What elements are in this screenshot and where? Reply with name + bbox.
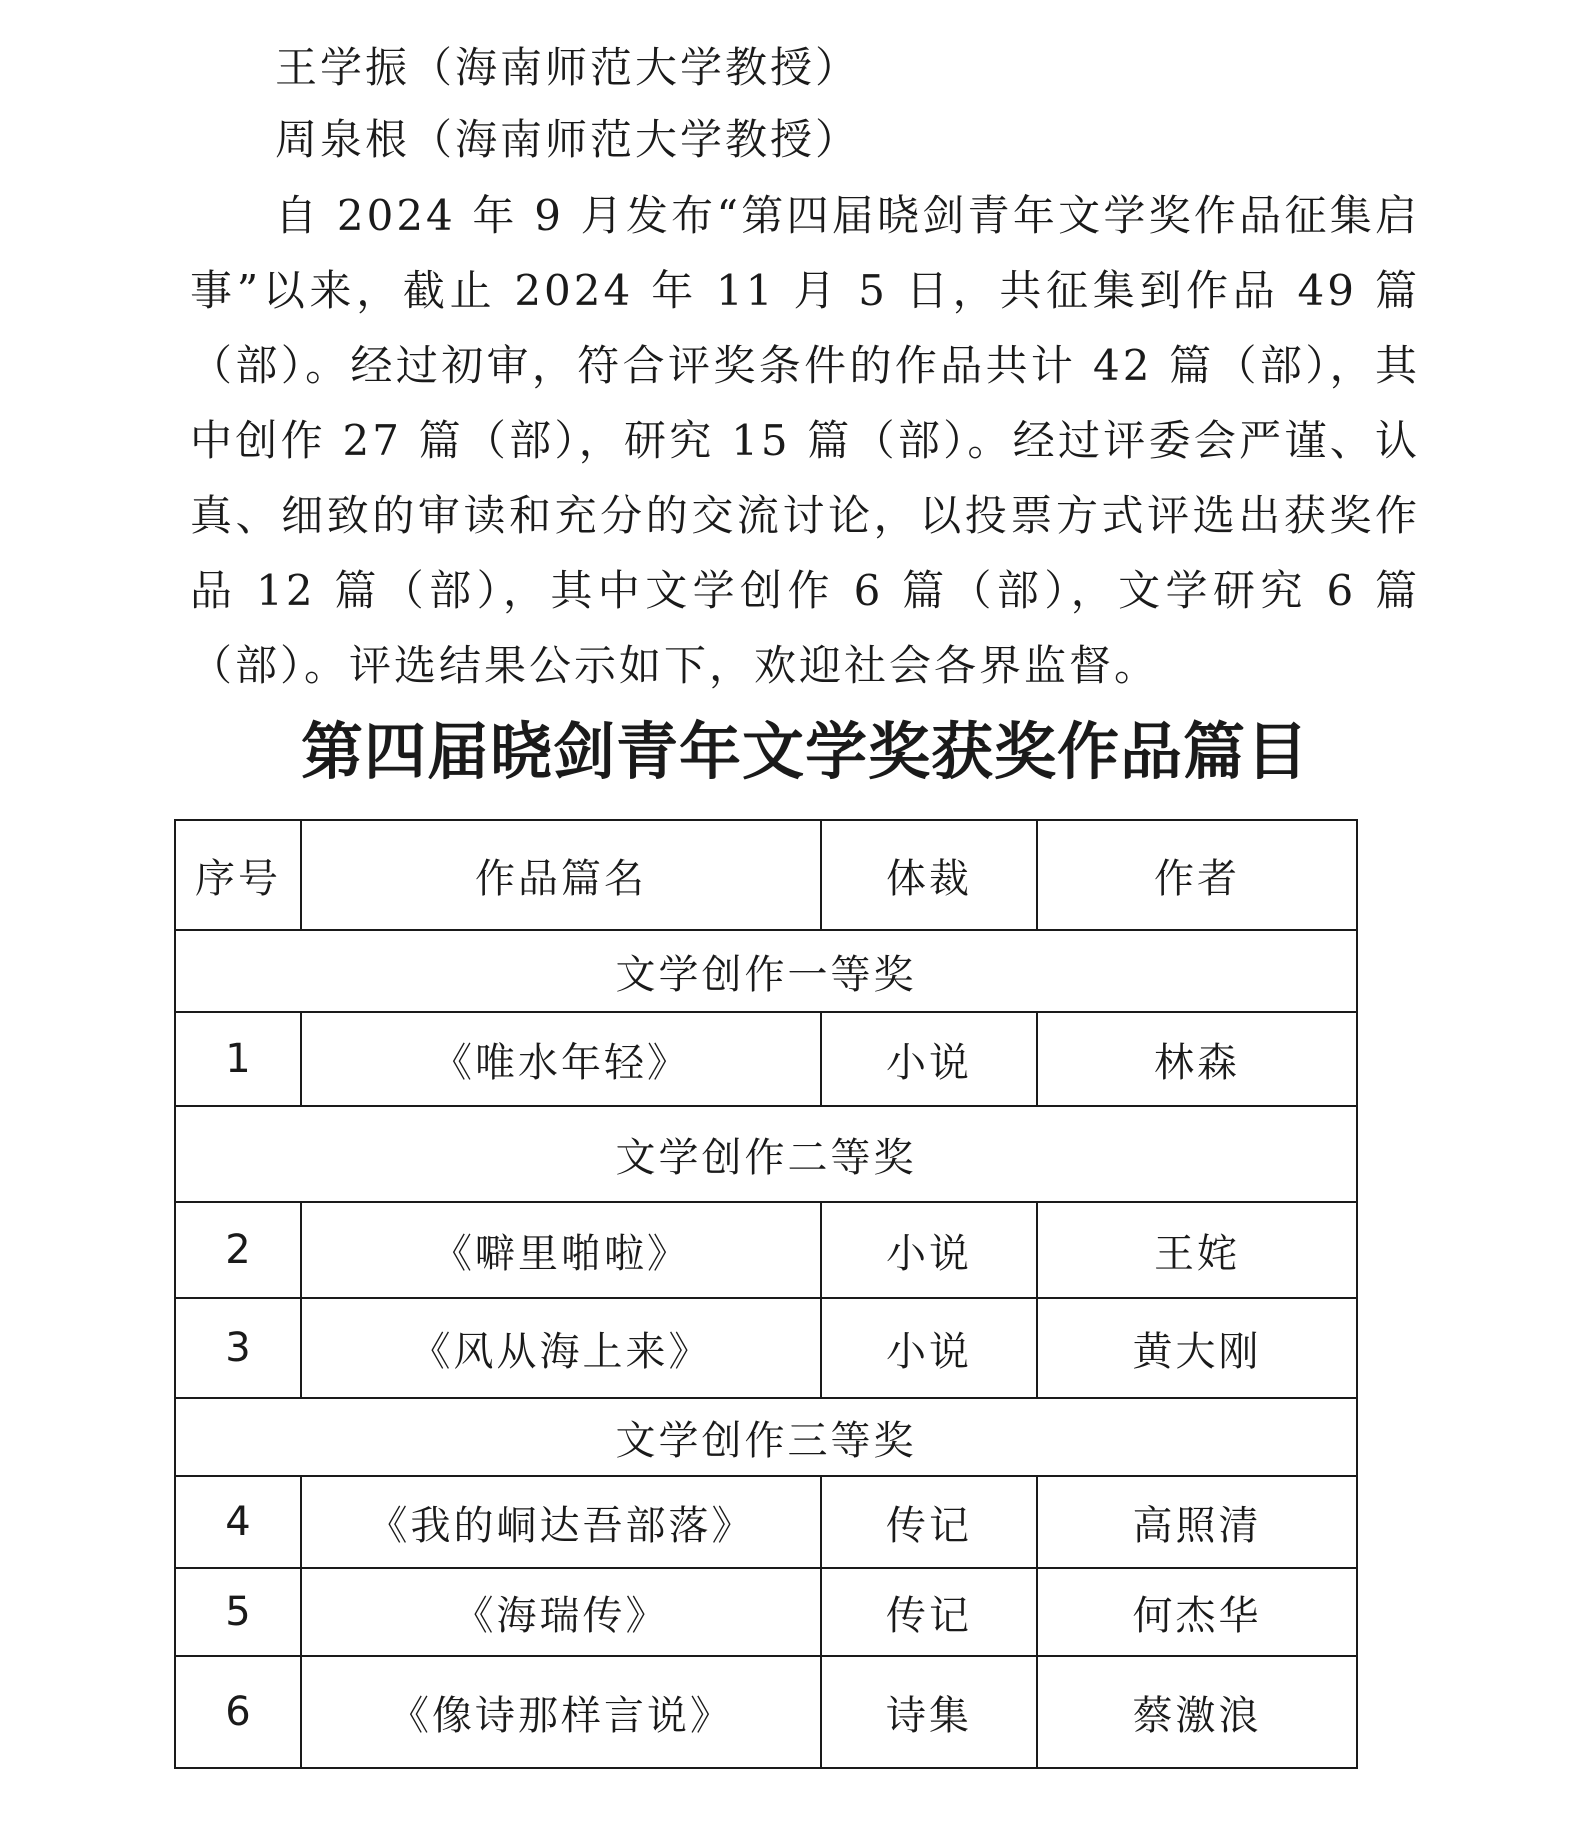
category-row <box>175 1106 1357 1202</box>
category-label: 文学创作一等奖 <box>175 930 1357 1012</box>
cell-title: 《唯水年轻》 <box>301 1012 821 1106</box>
cell-author: 林森 <box>1037 1012 1357 1106</box>
cell-no: 1 <box>175 1012 301 1106</box>
header-title: 作品篇名 <box>301 820 821 930</box>
header-no: 序号 <box>175 820 301 930</box>
cell-genre: 小说 <box>821 1298 1037 1398</box>
cell-genre: 小说 <box>821 1012 1037 1106</box>
table-header-row <box>175 820 1357 930</box>
cell-title: 《像诗那样言说》 <box>301 1656 821 1768</box>
table-title: 第四届晓剑青年文学奖获奖作品篇目 <box>300 715 1309 788</box>
announcement-paragraph: 自 2024 年 9 月发布“第四届晓剑青年文学奖作品征集启事”以来，截止 2024 年 11 月 5 日，共征集到作品 49 篇（部）。经过初审，符合评奖条件的作品共计 42 篇（部），其中创作 27 篇（部），研究 15 篇（部）。经过评委会严谨、认真、细致的审读和充分的交流讨论，以投票方式评选出获奖作品 12 篇（部），其中文学创作 6 篇（部），文学研究 6 篇（部）。评选结果公示如下，欢迎社会各界监督。 <box>190 191 1420 690</box>
cell-genre: 传记 <box>821 1568 1037 1656</box>
cell-genre: 传记 <box>821 1476 1037 1568</box>
table-row <box>175 1012 1357 1106</box>
cell-no: 5 <box>175 1568 301 1656</box>
cell-author: 王姹 <box>1037 1202 1357 1298</box>
judge-line-1: 王学振（海南师范大学教授） <box>275 43 861 92</box>
cell-author: 黄大刚 <box>1037 1298 1357 1398</box>
cell-no: 6 <box>175 1656 301 1768</box>
header-genre: 体裁 <box>821 820 1037 930</box>
table-row <box>175 1476 1357 1568</box>
category-row <box>175 930 1357 1012</box>
header-author: 作者 <box>1037 820 1357 930</box>
cell-author: 何杰华 <box>1037 1568 1357 1656</box>
cell-title: 《我的峒达吾部落》 <box>301 1476 821 1568</box>
table-row <box>175 1656 1357 1768</box>
cell-title: 《风从海上来》 <box>301 1298 821 1398</box>
cell-author: 高照清 <box>1037 1476 1357 1568</box>
judge-line-2: 周泉根（海南师范大学教授） <box>275 115 861 164</box>
table-row <box>175 1202 1357 1298</box>
cell-no: 3 <box>175 1298 301 1398</box>
cell-title: 《海瑞传》 <box>301 1568 821 1656</box>
cell-genre: 诗集 <box>821 1656 1037 1768</box>
awards-table <box>174 819 1358 1769</box>
cell-genre: 小说 <box>821 1202 1037 1298</box>
table-row <box>175 1568 1357 1656</box>
cell-author: 蔡激浪 <box>1037 1656 1357 1768</box>
category-label: 文学创作二等奖 <box>175 1106 1357 1202</box>
table-row <box>175 1298 1357 1398</box>
category-label: 文学创作三等奖 <box>175 1398 1357 1476</box>
category-row <box>175 1398 1357 1476</box>
cell-no: 2 <box>175 1202 301 1298</box>
cell-no: 4 <box>175 1476 301 1568</box>
cell-title: 《噼里啪啦》 <box>301 1202 821 1298</box>
